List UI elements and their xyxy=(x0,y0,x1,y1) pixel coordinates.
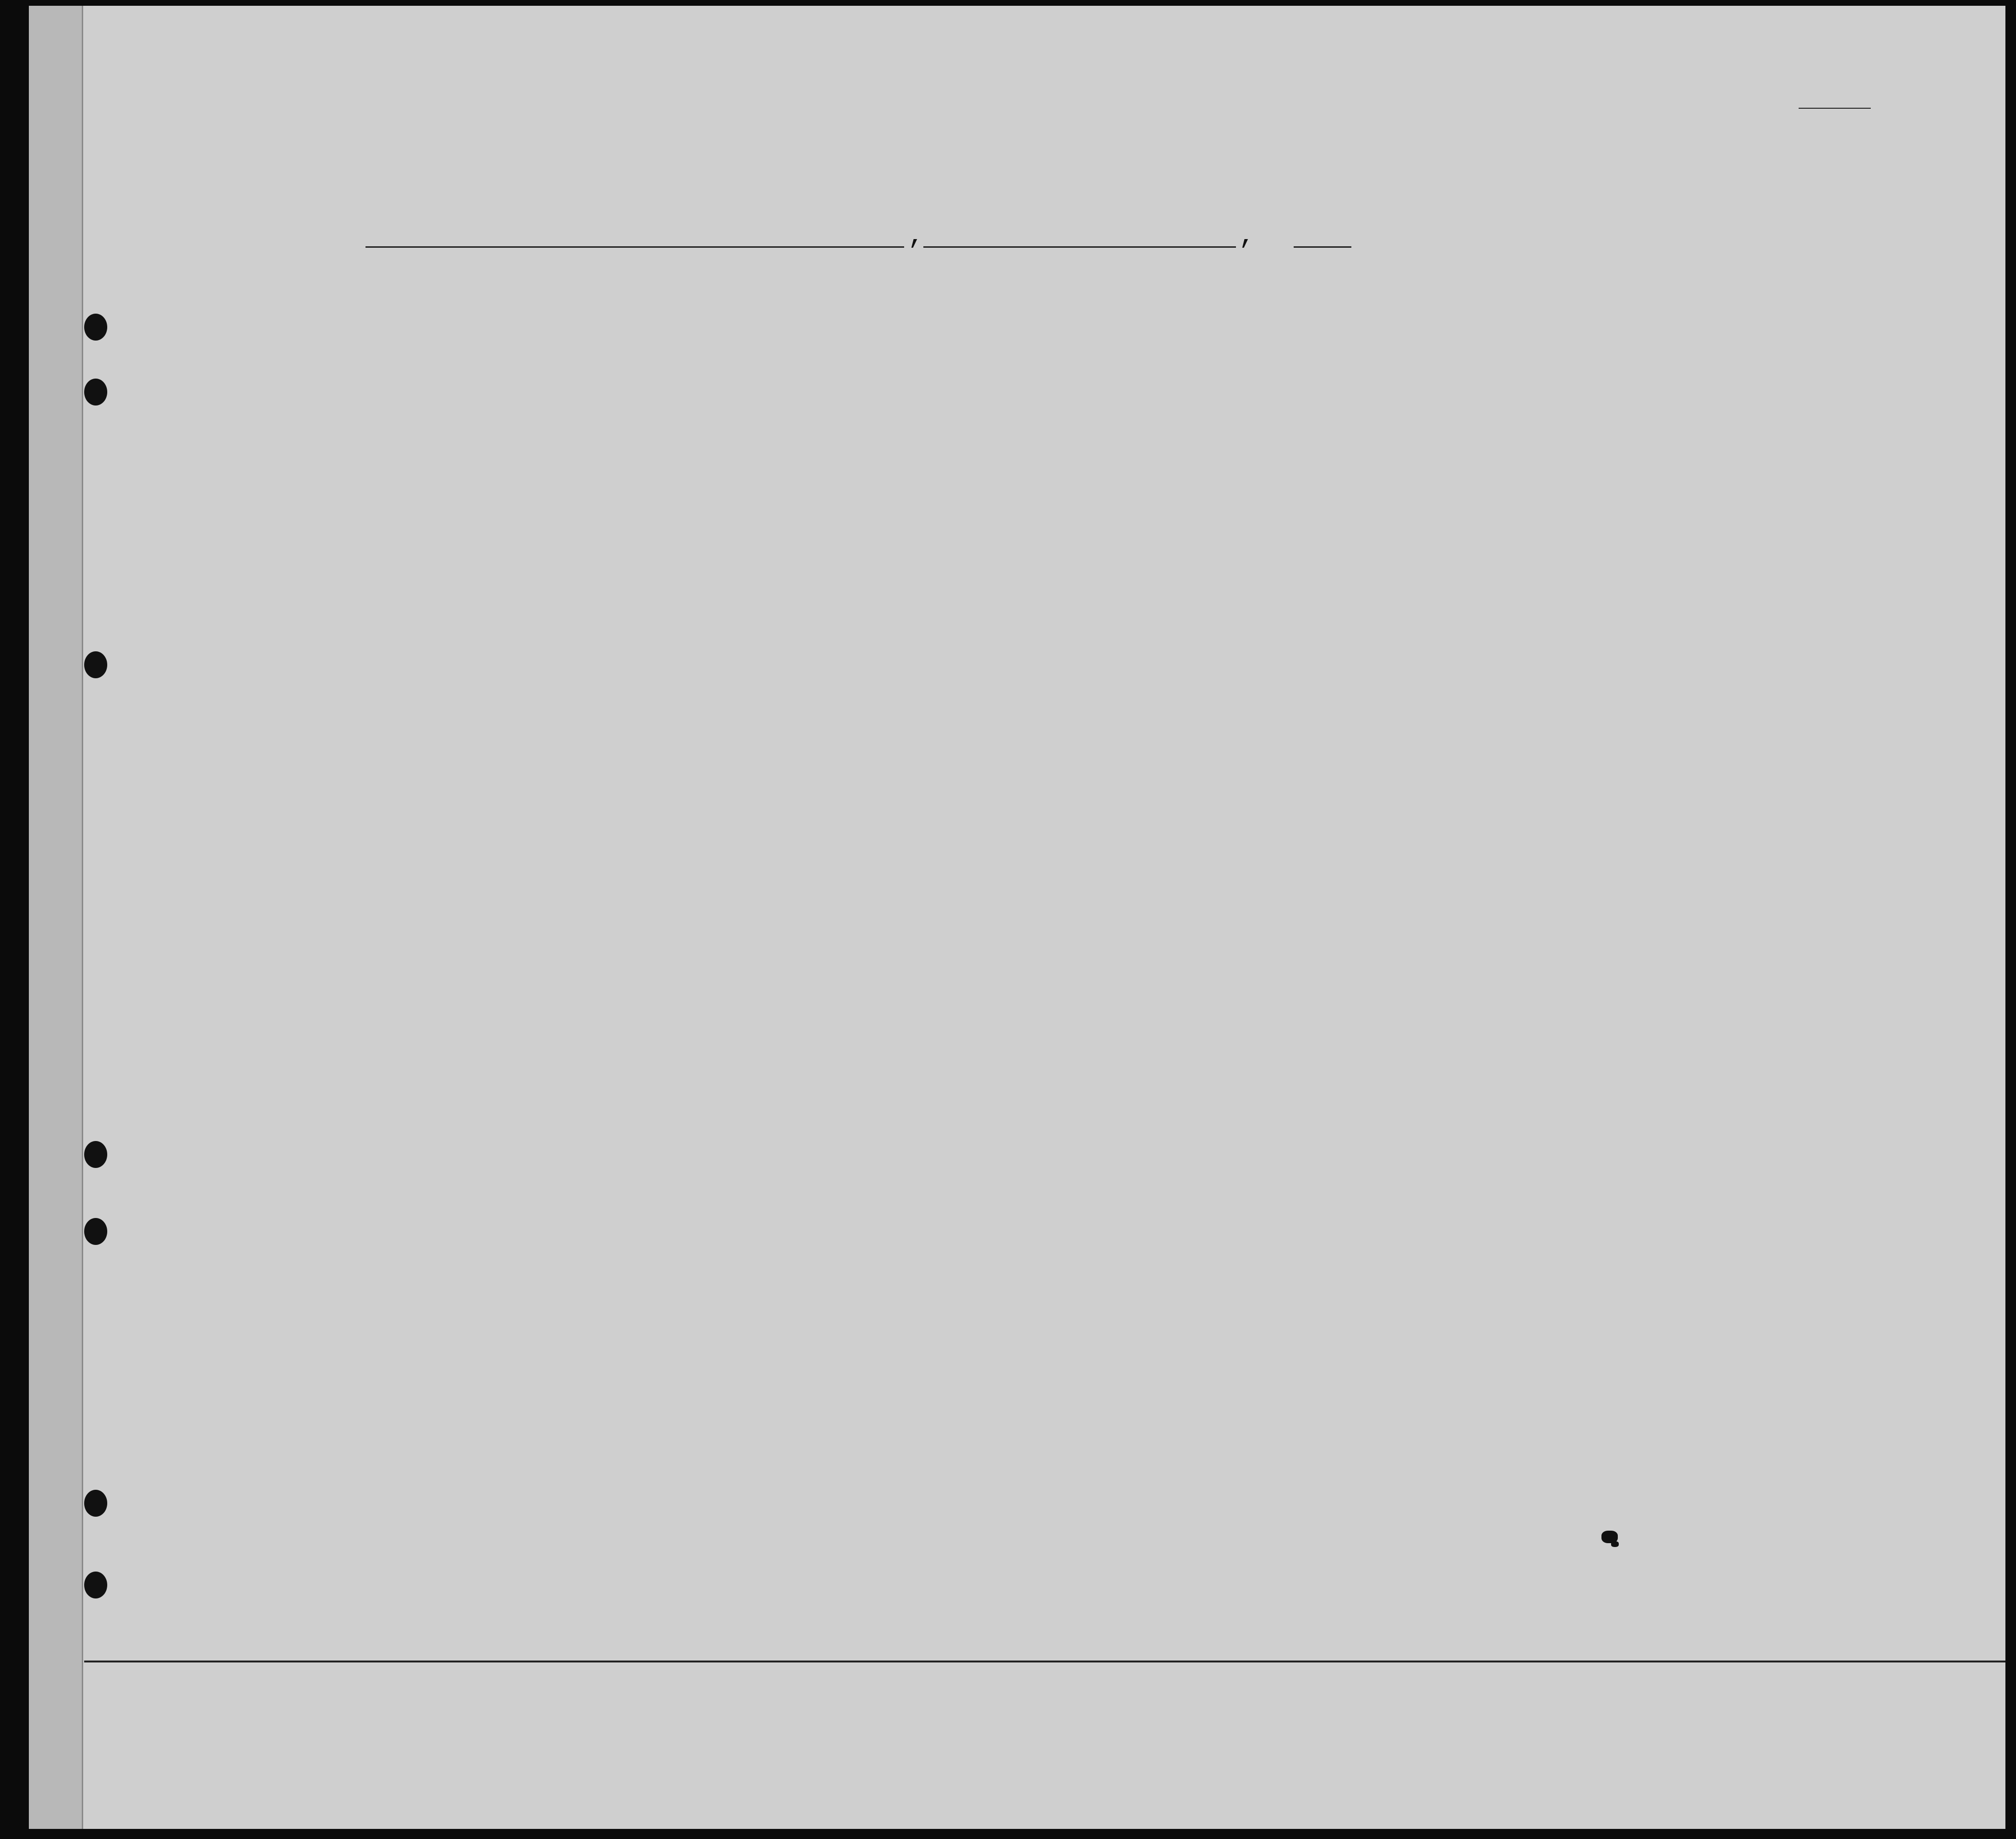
punch-hole xyxy=(84,1572,107,1598)
date-line xyxy=(923,246,1236,248)
list-underline xyxy=(1799,108,1871,109)
manifest-sheet: , , xyxy=(29,6,2005,1829)
punch-hole xyxy=(84,379,107,406)
punch-hole xyxy=(84,314,107,341)
footer-rule xyxy=(84,1661,2005,1662)
punch-hole xyxy=(84,1141,107,1168)
year-line xyxy=(1294,246,1351,248)
port-line xyxy=(365,246,904,248)
ink-blot xyxy=(1611,1541,1619,1547)
punch-hole xyxy=(84,651,107,678)
binding-fold xyxy=(29,6,83,1829)
punch-hole xyxy=(84,1218,107,1245)
punch-hole xyxy=(84,1490,107,1517)
